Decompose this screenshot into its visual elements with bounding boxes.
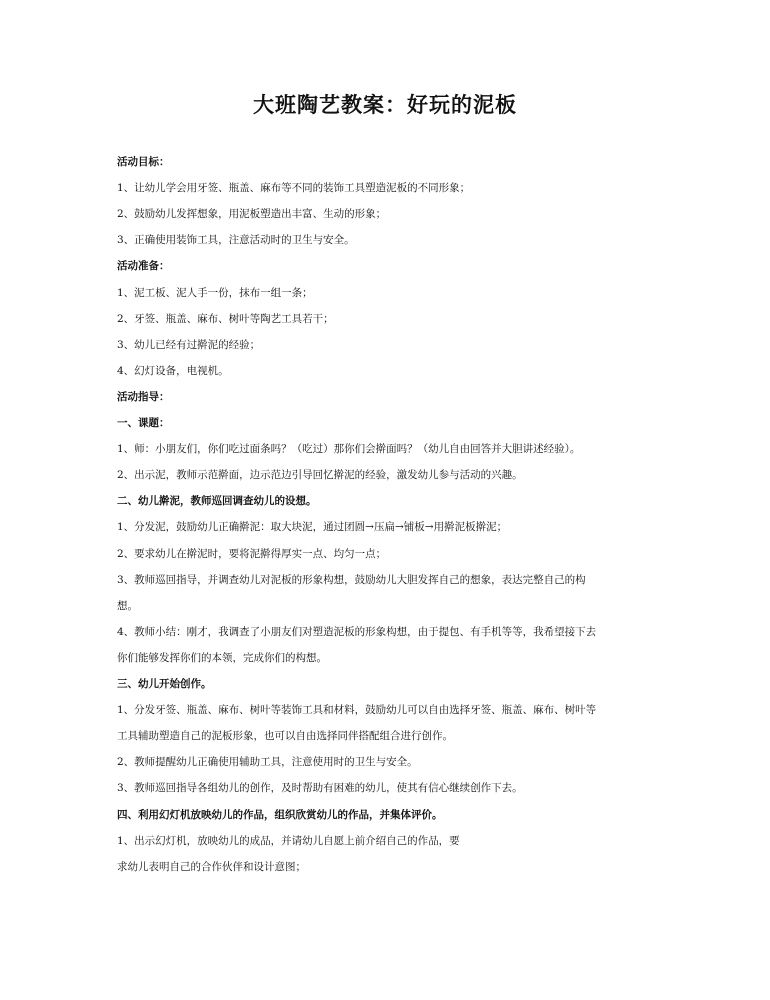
body-line: 求幼儿表明自己的合作伙伴和设计意图； <box>117 860 306 873</box>
body-line: 1、分发泥，鼓励幼儿正确擀泥：取大块泥，通过团圆→压扁→铺板→用擀泥板擀泥； <box>117 521 508 534</box>
body-line: 2、鼓励幼儿发挥想象，用泥板塑造出丰富、生动的形象； <box>117 208 387 221</box>
body-line: 1、师：小朋友们，你们吃过面条吗？（吃过）那你们会擀面吗？（幼儿自由回答并大胆讲述经验）。 <box>117 443 581 456</box>
body-line: 工具辅助塑造自己的泥板形象，也可以自由选择同伴搭配组合进行创作。 <box>117 730 453 743</box>
body-line: 1、让幼儿学会用牙签、瓶盖、麻布等不同的装饰工具塑造泥板的不同形象； <box>117 182 471 195</box>
body-line: 3、幼儿已经有过擀泥的经验； <box>117 338 261 351</box>
document-title: 大班陶艺教案：好玩的泥板 <box>253 92 517 117</box>
body-line: 1、分发牙签、瓶盖、麻布、树叶等装饰工具和材料，鼓励幼儿可以自由选择牙签、瓶盖、麻布、树叶等 <box>117 704 597 717</box>
body-line: 2、要求幼儿在擀泥时，要将泥擀得厚实一点、均匀一点； <box>117 547 387 560</box>
body-line: 3、教师巡回指导，并调查幼儿对泥板的形象构想，鼓励幼儿大胆发挥自己的想象，表达完整自己的构 <box>117 573 586 586</box>
section-heading: 三、幼儿开始创作。 <box>117 678 212 690</box>
section-heading: 四、利用幻灯机放映幼儿的作品，组织欣赏幼儿的作品，并集体评价。 <box>117 808 443 821</box>
body-line: 你们能够发挥你们的本领，完成你们的构想。 <box>117 651 327 664</box>
body-line: 2、教师提醒幼儿正确使用辅助工具，注意使用时的卫生与安全。 <box>117 756 418 769</box>
section-heading: 二、幼儿擀泥，教师巡回调查幼儿的设想。 <box>117 495 317 508</box>
body-line: 4、幻灯设备，电视机。 <box>117 364 229 377</box>
section-heading: 活动目标： <box>117 156 170 168</box>
body-line: 2、出示泥，教师示范擀面，边示范边引导回忆擀泥的经验，激发幼儿参与活动的兴趣。 <box>117 469 523 482</box>
body-line: 1、出示幻灯机，放映幼儿的成品，并请幼儿自愿上前介绍自己的作品，要 <box>117 834 460 847</box>
body-line: 4、教师小结：刚才，我调查了小朋友们对塑造泥板的形象构想，由于提包、有手机等等，我希望接下去 <box>117 625 597 638</box>
body-line: 3、教师巡回指导各组幼儿的创作，及时帮助有困难的幼儿，使其有信心继续创作下去。 <box>117 782 523 795</box>
section-heading: 一、课题： <box>117 417 170 429</box>
section-heading: 活动准备： <box>117 260 170 273</box>
section-heading: 活动指导： <box>117 390 170 403</box>
body-line: 1、泥工板、泥人手一份，抹布一组一条； <box>117 286 313 299</box>
body-line: 3、正确使用装饰工具，注意活动时的卫生与安全。 <box>117 234 355 247</box>
body-line: 想。 <box>117 599 138 612</box>
body-line: 2、牙签、瓶盖、麻布、树叶等陶艺工具若干； <box>117 312 334 325</box>
